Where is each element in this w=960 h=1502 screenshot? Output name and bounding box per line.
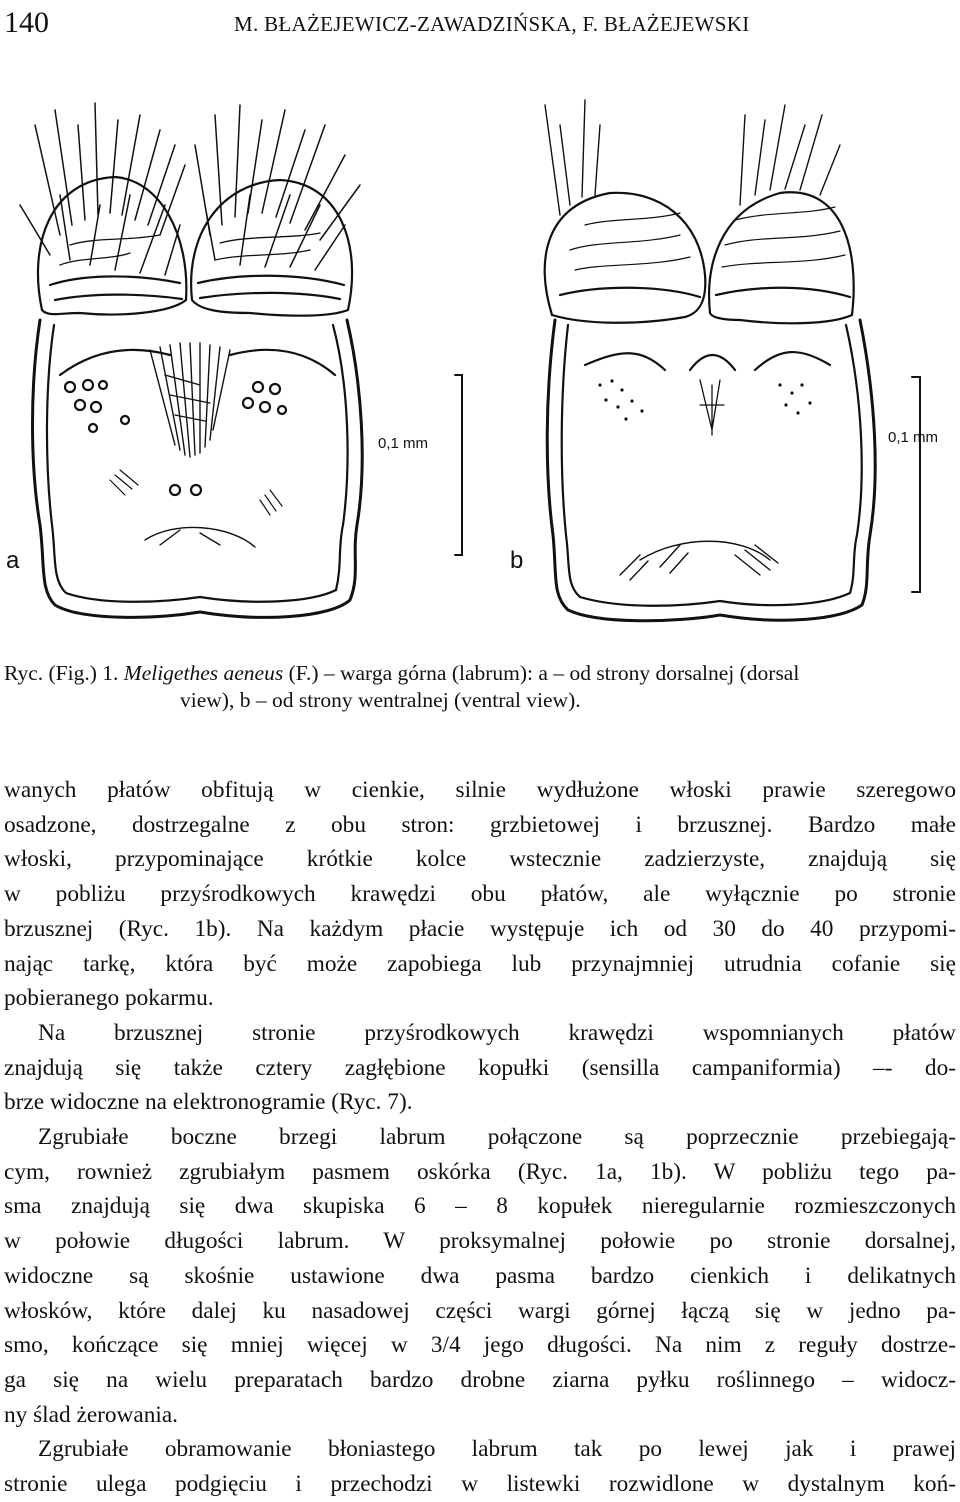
body-text <box>4 773 956 1502</box>
body-line: ga się na wielu preparatach bardzo drobne ziarna pyłku roślinnego – widocz- <box>4 1366 956 1393</box>
page-number: 140 <box>4 6 49 39</box>
body-line: smo, kończące się mniej więcej w 3/4 jego długości. Na nim z reguły dostrze- <box>4 1332 956 1359</box>
caption-species: Meligethes aeneus <box>123 661 284 685</box>
caption-prefix: Ryc. (Fig.) 1. <box>4 661 124 685</box>
scale-label-a: 0,1 mm <box>378 435 429 452</box>
labrum-drawings <box>0 85 960 655</box>
scale-bar-a <box>455 375 462 555</box>
body-line: Na brzusznej stronie przyśrodkowych krawędzi wspomnianych płatów <box>38 1019 956 1046</box>
body-line: widoczne są skośnie ustawione dwa pasma bardzo cienkich i delikatnych <box>4 1262 956 1289</box>
figure-label-a: a <box>6 547 20 574</box>
body-line: sma znajdują się dwa skupiska 6 – 8 kopułek nieregularnie rozmieszczonych <box>4 1193 956 1220</box>
body-line: stronie ulega podgięciu i przechodzi w listewki rozwidlone w dystalnym koń- <box>4 1471 956 1498</box>
body-line: osadzone, dostrzegalne z obu stron: grzbietowej i brzusznej. Bardzo małe <box>4 811 956 838</box>
caption-line-2: view), b – od strony wentralnej (ventral view). <box>180 688 581 712</box>
caption-line-1 <box>4 660 956 687</box>
body-line: włoski, przypominające krótkie kolce wstecznie zadzierzyste, znajdują się <box>4 846 956 873</box>
body-line: Zgrubiałe boczne brzegi labrum połączone są poprzecznie przebiegają- <box>38 1124 956 1151</box>
page-header <box>4 6 956 46</box>
scale-bar-b <box>912 377 920 592</box>
drawing-a <box>20 103 362 617</box>
body-line: pobieranego pokarmu. <box>4 985 214 1012</box>
drawing-b <box>545 100 876 621</box>
labrum-figure <box>0 85 960 655</box>
body-line: wanych płatów obfitują w cienkie, silnie wydłużone włoski prawie szeregowo <box>4 777 956 803</box>
body-line: w połowie długości labrum. W proksymalnej połowie po stronie dorsalnej, <box>4 1228 956 1255</box>
body-line: w pobliżu przyśrodkowych krawędzi obu płatów, ale wyłącznie po stronie <box>4 881 956 908</box>
body-line: cym, rownież zgrubiałym pasmem oskórka (Ryc. 1a, 1b). W pobliżu tego pa- <box>4 1158 956 1185</box>
body-line: brze widoczne na elektronogramie (Ryc. 7). <box>4 1089 413 1116</box>
body-line: włosków, które dalej ku nasadowej części wargi górnej łączą się w jedno pa- <box>4 1297 956 1324</box>
scale-label-b: 0,1 mm <box>888 429 939 446</box>
body-line: ny ślad żerowania. <box>4 1401 179 1428</box>
running-head-authors: M. BŁAŻEJEWICZ-ZAWADZIŃSKA, F. BŁAŻEJEWSKI <box>234 12 750 36</box>
body-line: znajdują się także cztery zagłębione kopułki (sensilla campaniformia) –- do- <box>4 1054 956 1081</box>
figure-caption <box>4 660 956 714</box>
body-line: Zgrubiałe obramowanie błoniastego labrum tak po lewej jak i prawej <box>38 1436 956 1463</box>
body-line: brzusznej (Ryc. 1b). Na każdym płacie występuje ich od 30 do 40 przypomi- <box>4 915 956 942</box>
figure-label-b: b <box>510 547 524 574</box>
caption-line-1-rest: (F.) – warga górna (labrum): a – od strony dorsalnej (dorsal <box>283 661 800 685</box>
body-line: nając tarkę, która być może zapobiega lub przynajmniej utrudnia cofanie się <box>4 950 956 977</box>
